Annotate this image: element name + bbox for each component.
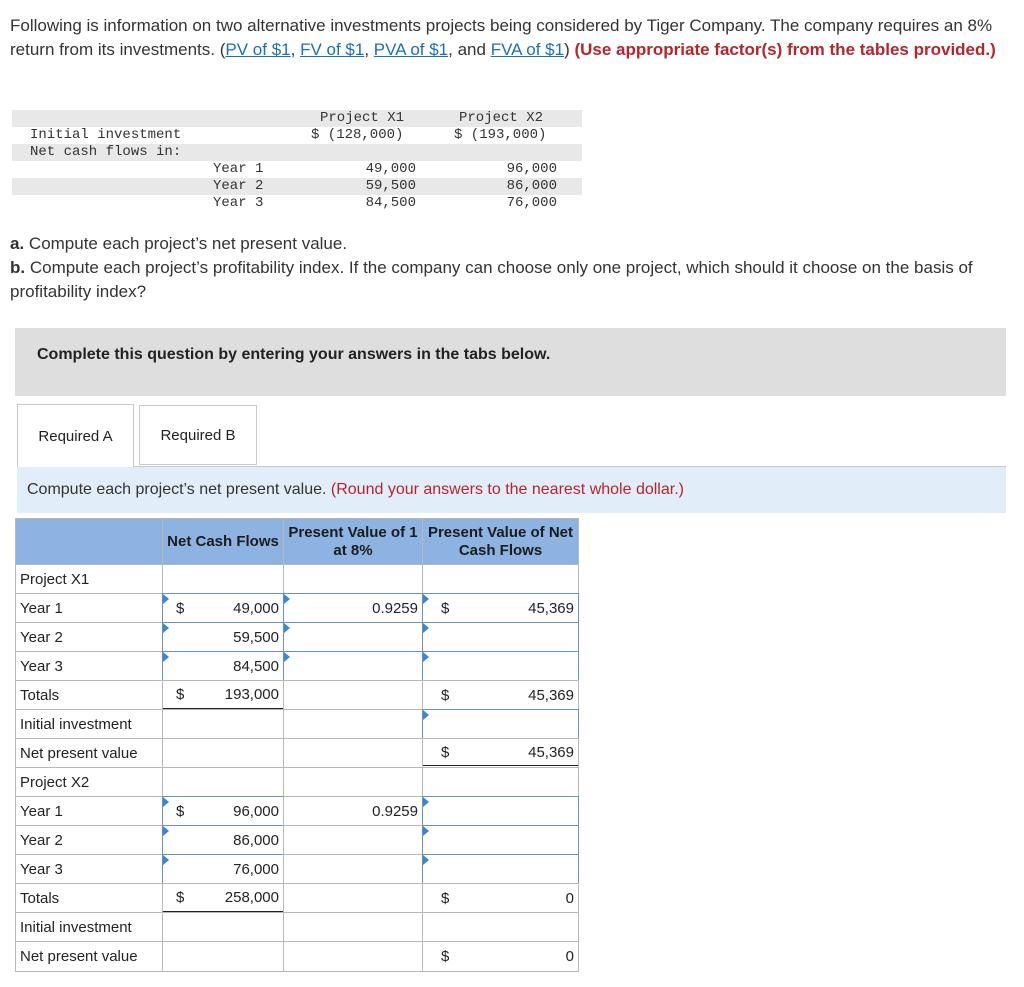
input-marker-icon bbox=[423, 623, 429, 633]
x2-row-label: Year 1 bbox=[15, 796, 163, 826]
x1-npv-value: $ 45,369 bbox=[422, 738, 579, 768]
x1-pv-ncf-input[interactable] bbox=[422, 651, 579, 681]
x1-ncf-input[interactable]: $ 49,000 bbox=[162, 593, 284, 623]
input-marker-icon bbox=[163, 797, 169, 807]
input-marker-icon bbox=[163, 623, 169, 633]
x2-pv-factor-value: 0.9259 bbox=[283, 796, 423, 826]
x1-pv-factor-input[interactable] bbox=[283, 622, 423, 652]
x2-pv-ncf-input[interactable] bbox=[422, 796, 579, 826]
question-b: b. Compute each project’s profitability index. If the company can choose only one project, which should it choose on the basis of profitability index? bbox=[10, 258, 973, 301]
x2-totals-ncf: $ 258,000 bbox=[162, 883, 284, 913]
pva-table-link[interactable]: PVA of $1 bbox=[373, 40, 449, 59]
x1-row-label: Year 3 bbox=[15, 651, 163, 681]
fva-table-link[interactable]: FVA of $1 bbox=[490, 40, 565, 59]
x1-initial-investment-input[interactable] bbox=[422, 709, 579, 739]
given-year-2: Year 2 bbox=[213, 178, 264, 194]
input-marker-icon bbox=[163, 652, 169, 662]
input-marker-icon bbox=[423, 826, 429, 836]
project-x2-title: Project X2 bbox=[15, 767, 163, 797]
input-marker-icon bbox=[423, 855, 429, 865]
x2-pv-ncf-input[interactable] bbox=[422, 854, 579, 884]
x1-totals-label: Totals bbox=[15, 680, 163, 710]
given-net-label: Net cash flows in: bbox=[30, 144, 182, 160]
x1-totals-pv: $ 45,369 bbox=[422, 680, 579, 710]
header-blank bbox=[15, 518, 163, 565]
question-a: a. Compute each project’s net present value. bbox=[10, 234, 348, 253]
x1-ncf-input[interactable]: 84,500 bbox=[162, 651, 284, 681]
instruction-text: Compute each project’s net present value. bbox=[27, 481, 331, 498]
x2-ncf-input[interactable]: $ 96,000 bbox=[162, 796, 284, 826]
given-initial-label: Initial investment bbox=[30, 127, 182, 143]
input-marker-icon bbox=[163, 826, 169, 836]
x2-npv-value: $ 0 bbox=[422, 941, 579, 972]
input-marker-icon bbox=[423, 594, 429, 604]
given-x2-flow: 76,000 bbox=[506, 195, 557, 211]
x1-pv-factor-input[interactable] bbox=[283, 651, 423, 681]
fv-table-link[interactable]: FV of $1 bbox=[300, 40, 365, 59]
x2-ncf-input[interactable]: 76,000 bbox=[162, 854, 284, 884]
x2-totals-pv: $ 0 bbox=[422, 883, 579, 913]
input-marker-icon bbox=[423, 652, 429, 662]
x1-initial-label: Initial investment bbox=[15, 709, 163, 739]
x2-row-label: Year 2 bbox=[15, 825, 163, 855]
x1-pv-factor-input[interactable]: 0.9259 bbox=[283, 593, 423, 623]
x1-row-label: Year 1 bbox=[15, 593, 163, 623]
given-data-table bbox=[12, 110, 582, 210]
instruction-bar bbox=[17, 467, 1006, 513]
question-list bbox=[10, 232, 1000, 304]
given-x1-flow: 49,000 bbox=[365, 161, 416, 177]
x2-totals-label: Totals bbox=[15, 883, 163, 913]
x1-npv-label: Net present value bbox=[15, 738, 163, 768]
x2-initial-label: Initial investment bbox=[15, 912, 163, 942]
tab-required-a[interactable]: Required A bbox=[17, 404, 134, 467]
input-marker-icon bbox=[423, 710, 429, 720]
x2-initial-investment-cell[interactable] bbox=[422, 912, 579, 942]
given-initial-x1: $ (128,000) bbox=[311, 127, 404, 143]
given-x1-flow: 59,500 bbox=[365, 178, 416, 194]
x2-npv-label: Net present value bbox=[15, 941, 163, 972]
input-marker-icon bbox=[163, 855, 169, 865]
x1-pv-ncf-input[interactable]: $ 45,369 bbox=[422, 593, 579, 623]
project-x1-title: Project X1 bbox=[15, 564, 163, 594]
x2-pv-factor-value bbox=[283, 854, 423, 884]
given-initial-x2: $ (193,000) bbox=[454, 127, 547, 143]
intro-text: Following is information on two alternative investments projects being considered by Tiger Company. The company requires an 8% return from its investments. ( bbox=[10, 16, 993, 59]
tab-required-b[interactable]: Required B bbox=[139, 405, 257, 465]
input-marker-icon bbox=[284, 594, 290, 604]
x1-totals-ncf: $ 193,000 bbox=[162, 680, 284, 710]
given-header-x1: Project X1 bbox=[320, 110, 405, 126]
factor-note: (Use appropriate factor(s) from the tables provided.) bbox=[574, 40, 996, 59]
x1-row-label: Year 2 bbox=[15, 622, 163, 652]
given-header-x2: Project X2 bbox=[459, 110, 544, 126]
x2-ncf-input[interactable]: 86,000 bbox=[162, 825, 284, 855]
complete-prompt: Complete this question by entering your answers in the tabs below. bbox=[37, 346, 551, 363]
header-pv-net-cash-flows: Present Value of Net Cash Flows bbox=[422, 518, 579, 565]
rounding-note: (Round your answers to the nearest whole dollar.) bbox=[330, 481, 684, 498]
header-net-cash-flows: Net Cash Flows bbox=[162, 518, 284, 565]
given-year-1: Year 1 bbox=[213, 161, 264, 177]
input-marker-icon bbox=[163, 594, 169, 604]
pv-table-link[interactable]: PV of $1 bbox=[225, 40, 291, 59]
given-x2-flow: 86,000 bbox=[506, 178, 557, 194]
x2-pv-ncf-input[interactable] bbox=[422, 825, 579, 855]
problem-intro: Following is information on two alternative investments projects being considered by Tiger Company. The company requires an 8% return from its investments. (PV of $1, FV of $1, PVA of $1, and FVA of $1) (Use appropriate factor(s) from the tables provided.) bbox=[10, 16, 996, 59]
x2-row-label: Year 3 bbox=[15, 854, 163, 884]
input-marker-icon bbox=[423, 797, 429, 807]
given-x1-flow: 84,500 bbox=[365, 195, 416, 211]
x1-pv-ncf-input[interactable] bbox=[422, 622, 579, 652]
x2-pv-factor-value bbox=[283, 825, 423, 855]
given-x2-flow: 96,000 bbox=[506, 161, 557, 177]
header-pv-factor: Present Value of 1 at 8% bbox=[283, 518, 423, 565]
x1-ncf-input[interactable]: 59,500 bbox=[162, 622, 284, 652]
complete-instructions-box bbox=[15, 328, 1006, 396]
input-marker-icon bbox=[284, 652, 290, 662]
given-year-3: Year 3 bbox=[213, 195, 264, 211]
input-marker-icon bbox=[284, 623, 290, 633]
